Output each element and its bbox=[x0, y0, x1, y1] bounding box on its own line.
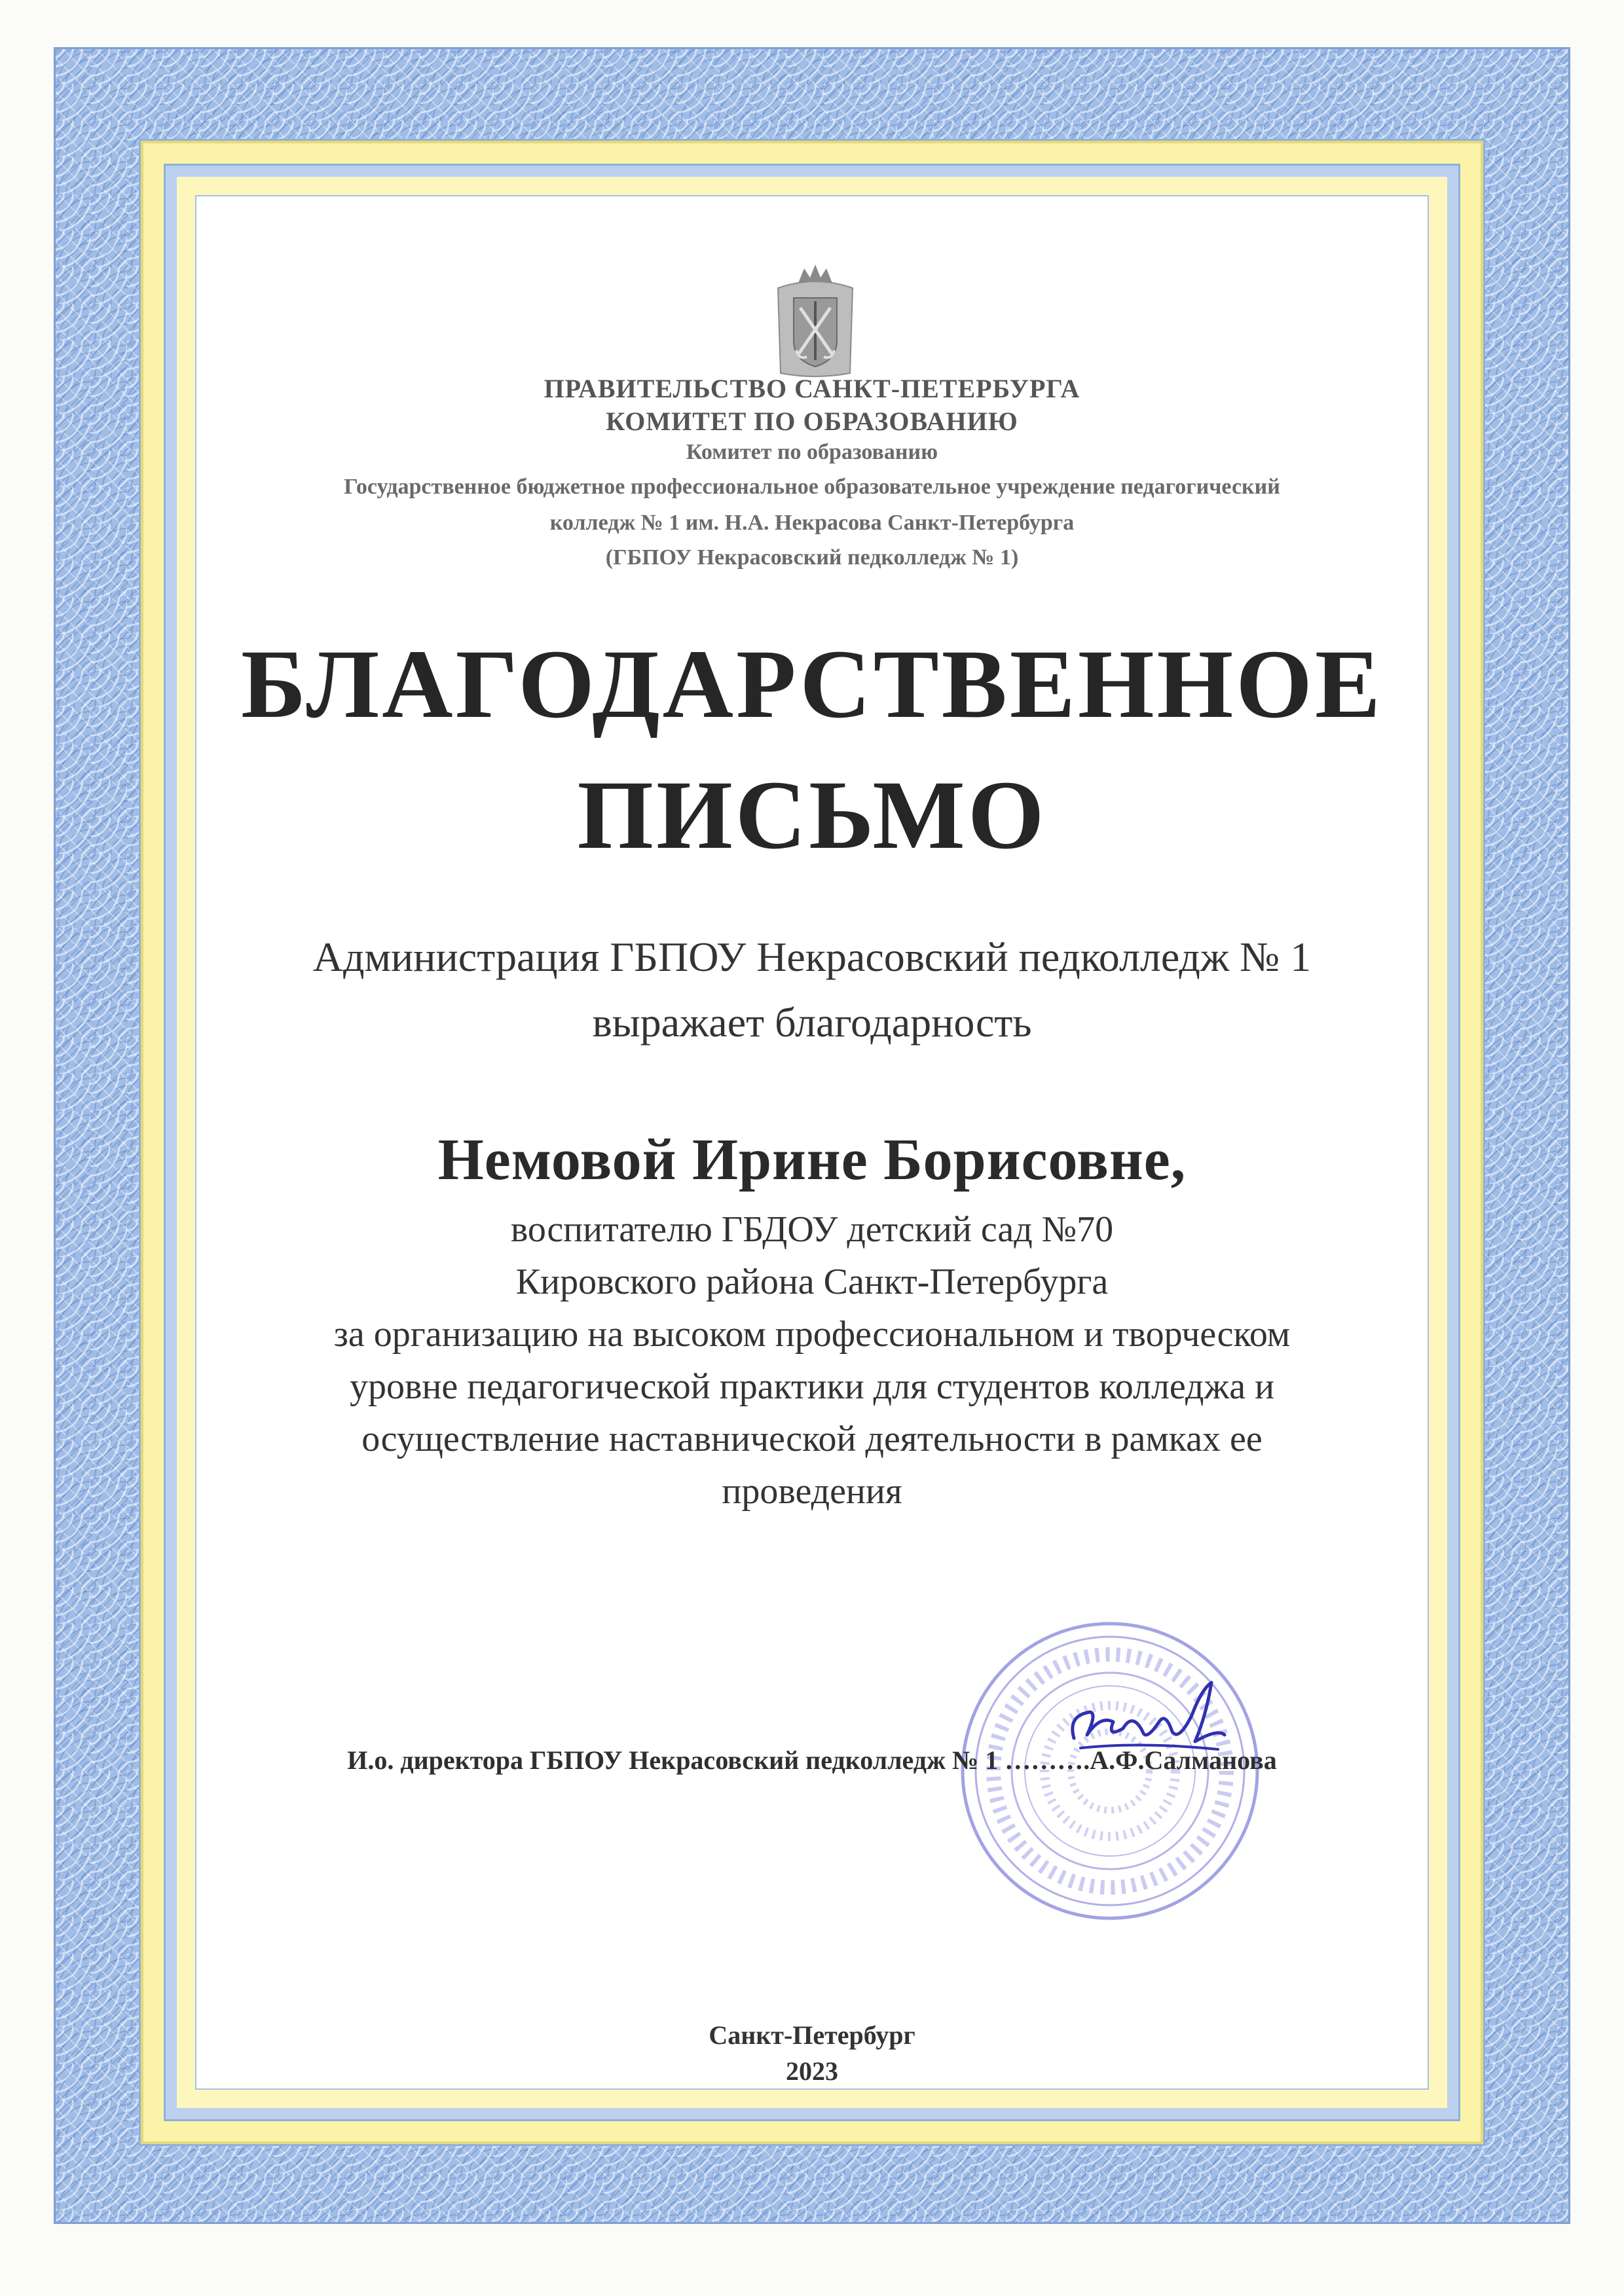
handwritten-signature bbox=[1061, 1676, 1231, 1774]
header-committee: КОМИТЕТ ПО ОБРАЗОВАНИЮ bbox=[606, 407, 1018, 436]
recipient-name: Немовой Ирине Борисовне, bbox=[437, 1127, 1187, 1192]
body-line: проведения bbox=[722, 1471, 902, 1512]
document-title-line1: БЛАГОДАРСТВЕННОЕ bbox=[241, 630, 1383, 738]
header-committee-small: Комитет по образованию bbox=[686, 440, 938, 464]
body-line: воспитателю ГБДОУ детский сад №70 bbox=[510, 1209, 1114, 1250]
administration-line2: выражает благодарность bbox=[592, 999, 1032, 1046]
header-institution-abbr: (ГБПОУ Некрасовский педколледж № 1) bbox=[605, 545, 1019, 570]
signature-line: И.о. директора ГБПОУ Некрасовский педколледж № 1 ……….А.Ф.Салманова bbox=[347, 1745, 1277, 1775]
body-line: осуществление наставнической деятельности в рамках ее bbox=[361, 1419, 1263, 1459]
header-government: ПРАВИТЕЛЬСТВО САНКТ-ПЕТЕРБУРГА bbox=[544, 374, 1080, 403]
document-title-line2: ПИСЬМО bbox=[577, 761, 1047, 869]
city: Санкт-Петербург bbox=[709, 2020, 915, 2050]
body-line: за организацию на высоком профессиональном и творческом bbox=[333, 1314, 1291, 1355]
body-line: Кировского района Санкт-Петербурга bbox=[515, 1262, 1109, 1302]
header-institution-line1: Государственное бюджетное профессиональное образовательное учреждение педагогический bbox=[344, 475, 1280, 499]
header-institution-line2: колледж № 1 им. Н.А. Некрасова Санкт-Петербурга bbox=[549, 511, 1075, 535]
administration-line1: Администрация ГБПОУ Некрасовский педколледж № 1 bbox=[312, 934, 1312, 980]
coat-of-arms-icon bbox=[773, 262, 858, 380]
body-line: уровне педагогической практики для студентов колледжа и bbox=[349, 1366, 1275, 1407]
year: 2023 bbox=[786, 2056, 838, 2086]
